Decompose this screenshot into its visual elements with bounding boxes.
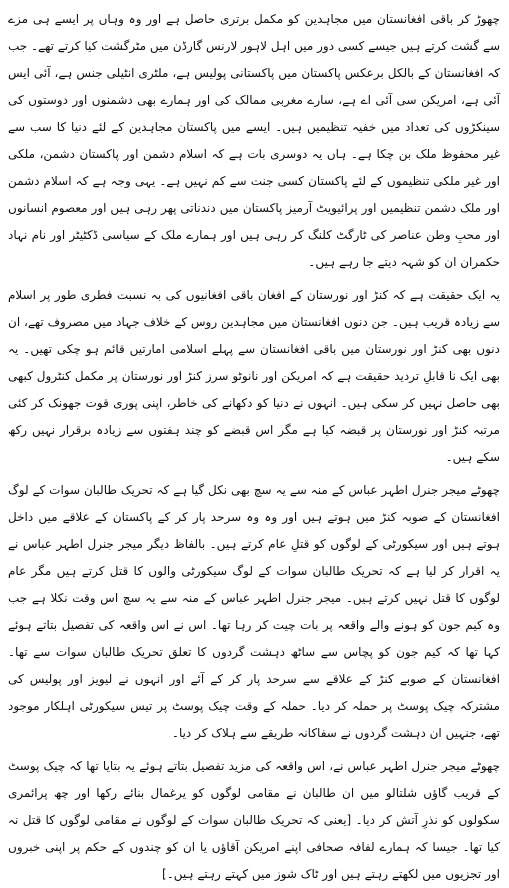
article-paragraph-2: یہ ایک حقیقت ہے کہ کنڑ اور نورستان کے افغان باقی افغانیوں کی بہ نسبت فطری طور پر اسلام سے زیادہ قریب ہیں۔ جن دنوں افغانستان میں مجاہدین روس کے خلاف جہاد میں مصروف تھے، ان دنوں بھی کنڑ اور نورستان میں باقی افغانستان سے پہلے اسلامی امارتیں قائم ہو چکی تھیں۔ یہ بھی ایک نا قابلِ تردید حقیقت ہے کہ امریکن اور نانوٹو سرز کنڑ اور نورستان پر مکمل کنٹرول کبھی بھی حاصل نہیں کر سکی ہیں۔ انہوں نے دنیا کو دکھانے کی خاطر، اپنی پوری قوت جھونک کر کئی مرتبہ کنڑ اور نورستان پر قبضہ کیا ہے مگر اس قبضے کو چند ہفتوں سے زیادہ برقرار نہیں رکھ سکے ہیں۔ [8,288,500,464]
article-paragraph-1: چھوڑ کر باقی افغانستان میں مجاہدین کو مکمل برتری حاصل ہے اور وہ وہاں پر ایسے ہی مزے سے گشت کرتے ہیں جیسے کسی دور میں اہل لاہور لارنس گارڈن میں مٹرگشت کیا کرتے تھے۔ جب کہ افغانستان کے بالکل برعکس پاکستان میں پاکستانی پولیس ہے، ملٹری انٹیلی جنس ہے، آئی ایس آئی ہے، امریکن سی آئی اے ہے، سارے مغربی ممالک کی اور ہمارے بھی دشمنوں اور دوستوں کی سینکڑوں کی تعداد میں خفیہ تنظیمیں ہیں۔ ایسے میں پاکستان مجاہدین کے لئے دنیا کا سب سے غیر محفوظ ملک بن چکا ہے۔ ہاں یہ دوسری بات ہے کہ اسلام دشمن اور پاکستان دشمن، ملکی اور غیر ملکی تنظیموں کے لئے پاکستان کسی جنت سے کم نہیں ہے۔ یہی وجہ ہے کہ اسلام دشمن اور ملک دشمن تنظیمیں اور پرائیویٹ آرمیز پاکستان میں دندناتی پھر رہی ہیں اور معصوم انسانوں اور محبِ وطن عناصر کی ٹارگٹ کلنگ کر رہی ہیں اور ہمارے ملک کے سیاسی ڈکٹیٹر اور نام نہاد حکمران ان کو شہہ دیتے جا رہے ہیں۔ [8,12,500,269]
article-paragraph-3: چھوٹے میجر جنرل اطہر عباس کے منہ سے یہ سچ بھی نکل گیا ہے کہ تحریک طالبان سوات کے لوگ افغانستان کے صوبہ کنڑ میں ہوتے ہیں اور وہ وہ سرحد پار کر کے پاکستان کے علاقے میں داخل ہوتے ہیں اور سیکورٹی کے لوگوں کو قتلِ عام کرتے ہیں۔ بالفاظ دیگر میجر جنرل اطہر عباس نے یہ اقرار کر لیا ہے کہ تحریک طالبان سوات کے لوگ سیکورٹی والوں کا قتل کرتے ہیں مگر عام لوگوں کا قتل نہیں کرتے ہیں۔ میجر جنرل اطہر عباس کے منہ سے یہ سچ اس وقت نکلا ہے جب وہ کیم جون کو ہونے والے واقعہ پر بات چیت کر رہا تھا۔ اس نے اس واقعہ کی تفصیل بتاتے ہوئے کہا تھا کہ کیم جون کو پچاس سے ساٹھ دہشت گردوں کا تعلق تحریک طالبان سوات سے تھا۔ افغانستان کے صوبے کنڑ کے علاقے سے سرحد پار کر کے آئے اور انہوں نے لیویز اور پولیس کی مشترکہ چیک پوسٹ پر حملہ کر دیا۔ حملہ کے وقت چیک پوسٹ پر تیس سیکورٹی اہلکار موجود تھے، جنہیں ان دہشت گردوں نے سفاکانہ طریقے سے ہلاک کر دیا۔ [8,483,500,740]
article-paragraph-4: چھوٹے میجر جنرل اطہر عباس نے، اس واقعہ کی مزید تفصیل بتاتے ہوئے یہ بتایا تھا کہ چیک پوسٹ کے قریب گاؤں شلتالو میں ان طالبان نے مقامی لوگوں کو یرغمال بنائے رکھا اور چھ پرائمری سکولوں کو نذرِ آتش کر دیا۔ [یعنی کہ تحریک طالبان سوات کے لوگوں نے مقامی لوگوں کا قتل نہ کیا تھا۔ جیسا کہ ہمارے لفافہ صحافی اپنے امریکن آقاؤں یا ان کو چندوں کے حکم پر اپنی خبروں اور تجزیوں میں لکھتے رہتے ہیں اور ٹاک شوز میں کہتے رہتے ہیں۔] [8,759,500,881]
